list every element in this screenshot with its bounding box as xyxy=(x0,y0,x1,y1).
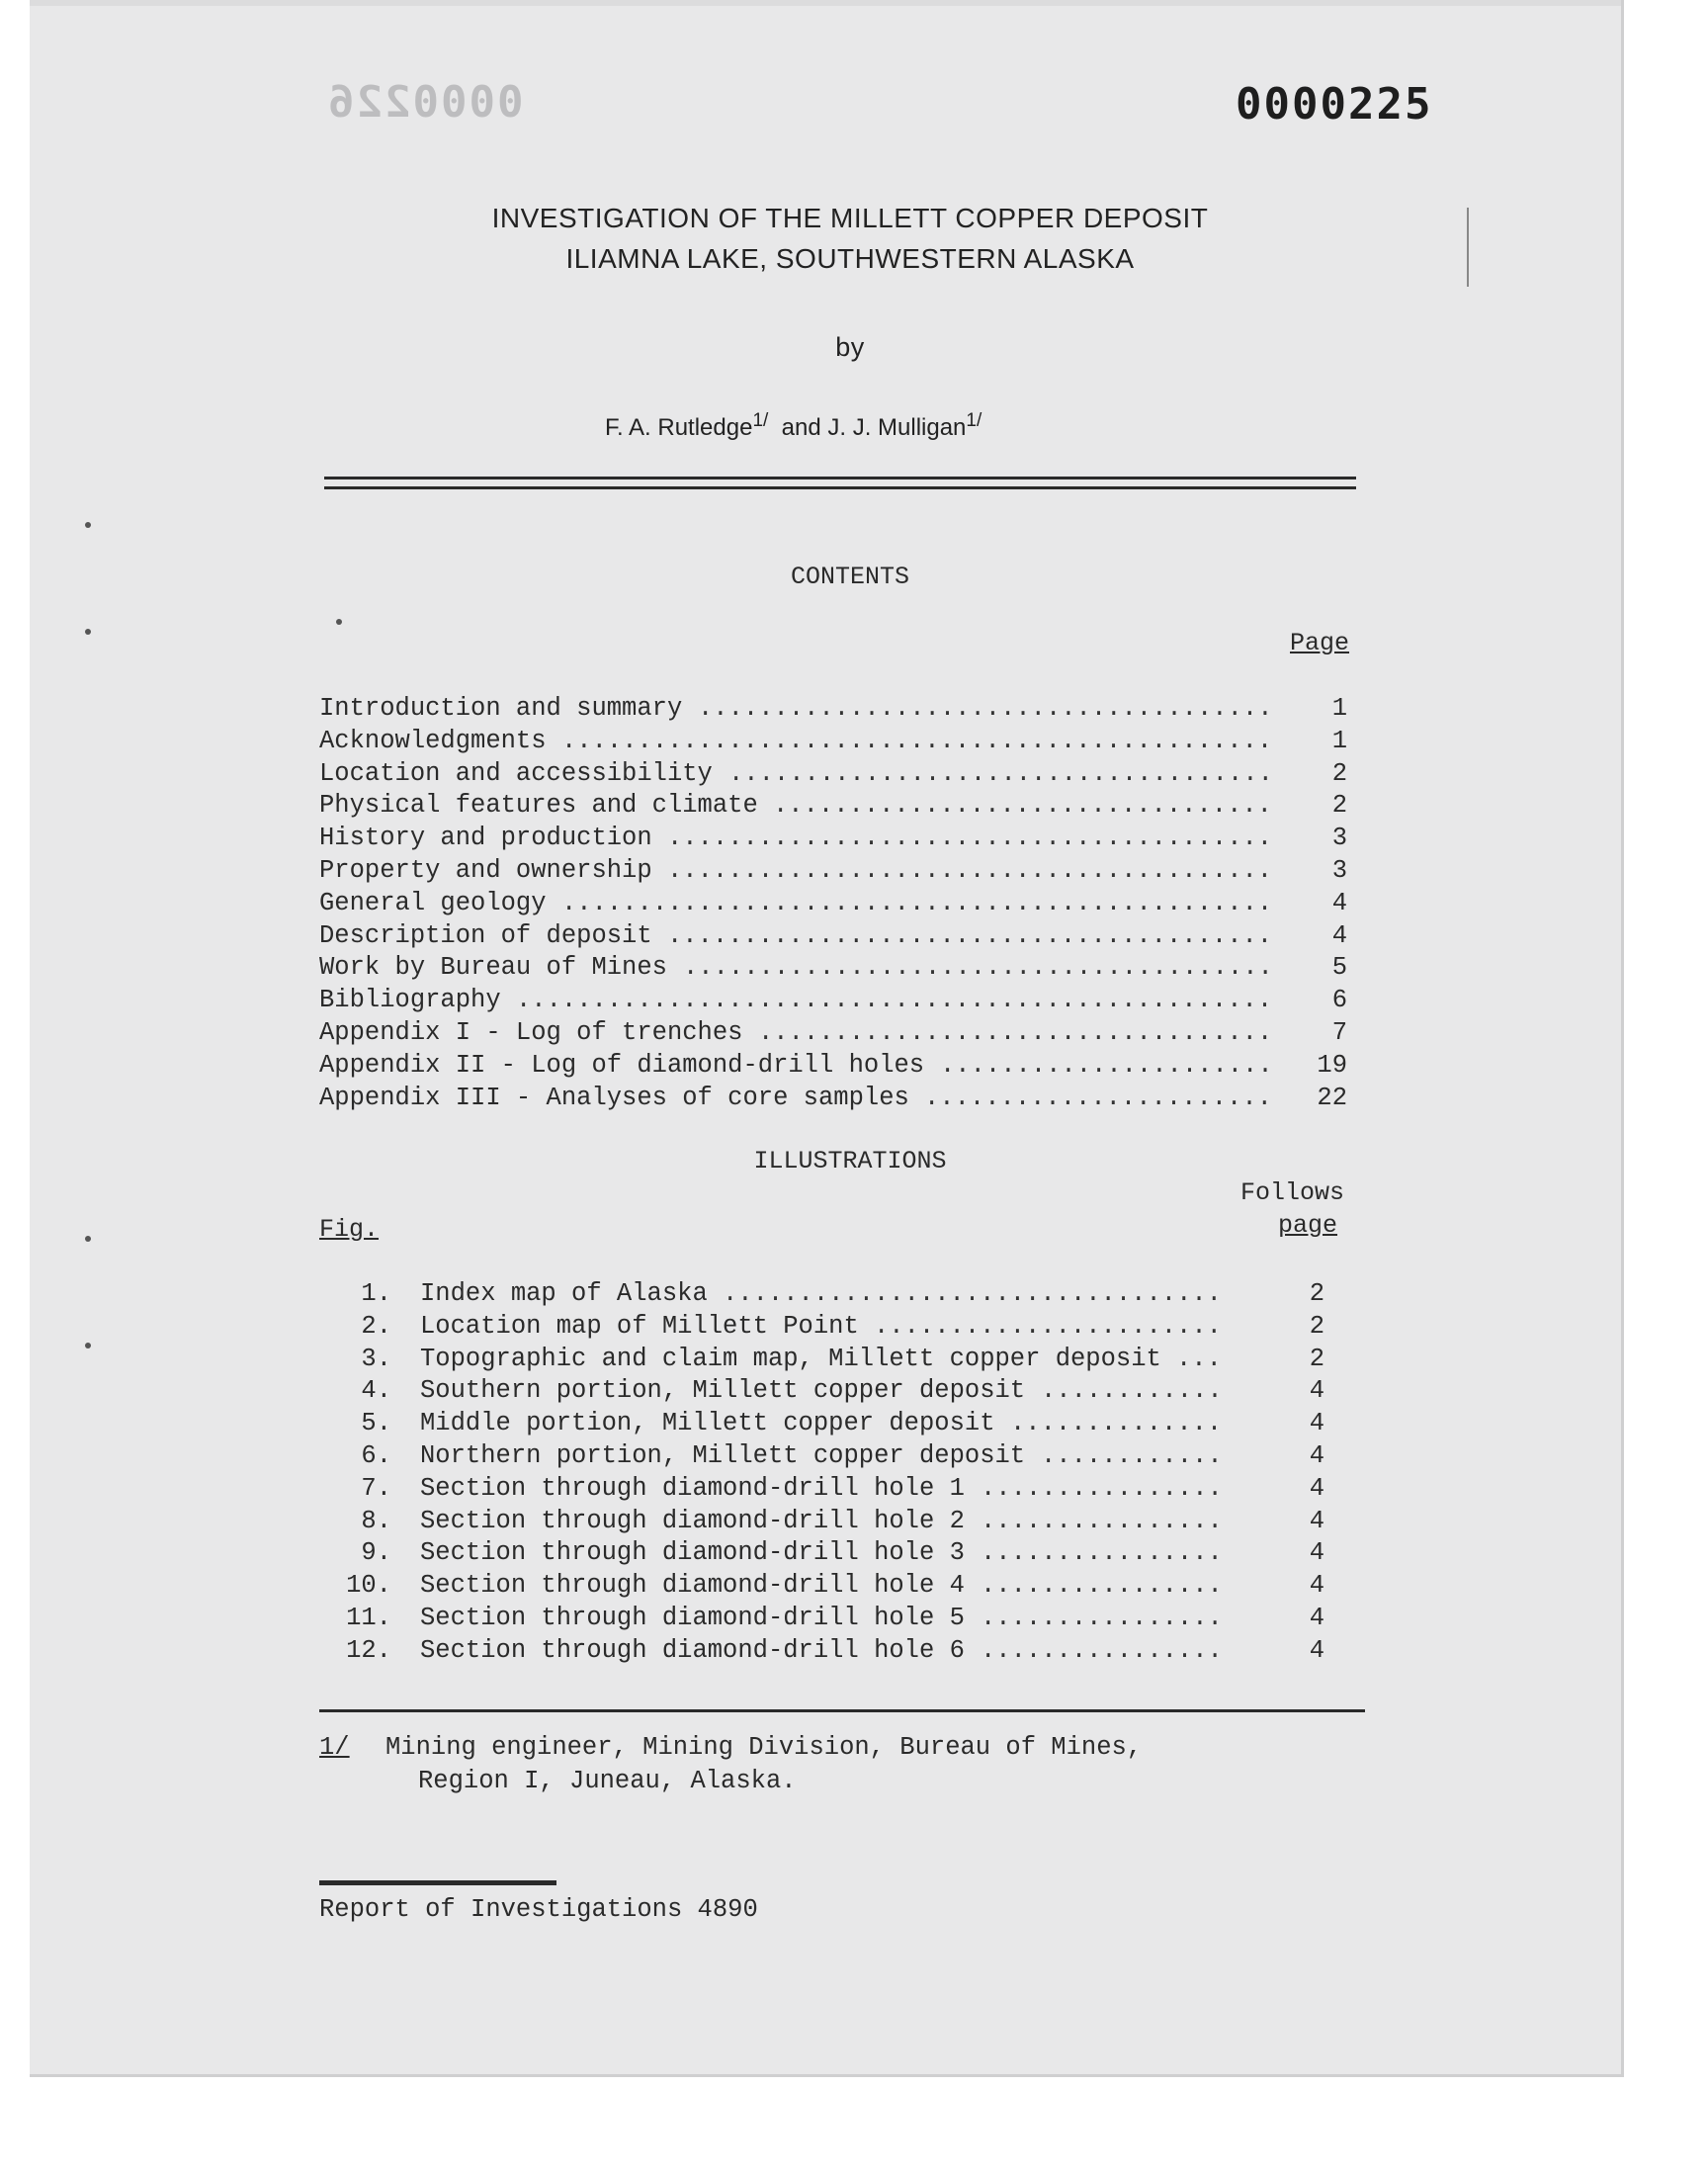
dot-leader: ................................. xyxy=(773,791,1272,821)
title-line-1: INVESTIGATION OF THE MILLETT COPPER DEPOSIT xyxy=(491,203,1209,233)
figure-title: Middle portion, Millett copper deposit xyxy=(420,1409,995,1438)
illustration-row xyxy=(336,1441,1344,1473)
author-1: F. A. Rutledge xyxy=(605,414,753,441)
scan-speck xyxy=(85,629,91,635)
contents-item-title: Bibliography xyxy=(319,986,501,1015)
figure-number: 4. xyxy=(361,1376,391,1406)
figure-title: Location map of Millett Point xyxy=(420,1311,859,1341)
by-line: by xyxy=(835,332,865,362)
figure-title: Topographic and claim map, Millett copper deposit xyxy=(420,1344,1161,1373)
bleed-through-stamp: 0000226 xyxy=(326,77,524,128)
figure-number: 10. xyxy=(346,1571,391,1601)
figure-number: 5. xyxy=(361,1409,391,1438)
dot-leader: ........................................ xyxy=(667,856,1273,885)
figure-number: 1. xyxy=(361,1279,391,1308)
dot-leader: .................................................. xyxy=(516,986,1273,1015)
footnote-ref-2: 1/ xyxy=(966,410,982,431)
contents-item-page: 1 xyxy=(1331,694,1347,723)
illustrations-heading: ILLUSTRATIONS xyxy=(753,1147,947,1175)
contents-row xyxy=(319,1018,1347,1050)
scan-speck xyxy=(336,619,342,625)
figure-title: Section through diamond-drill hole 6 xyxy=(420,1635,965,1665)
report-number: Report of Investigations 4890 xyxy=(319,1895,758,1924)
figure-follows-page: 4 xyxy=(1309,1441,1324,1470)
figure-number: 9. xyxy=(361,1538,391,1568)
contents-row xyxy=(319,1084,1347,1115)
contents-item-page: 3 xyxy=(1331,824,1347,853)
dot-leader: ................ xyxy=(981,1506,1223,1535)
contents-page-label: Page xyxy=(1290,629,1350,657)
dot-leader: .................................. xyxy=(758,1018,1273,1047)
footnote-ref-1: 1/ xyxy=(752,410,769,431)
figure-follows-page: 4 xyxy=(1309,1506,1324,1535)
illustration-row xyxy=(336,1538,1344,1570)
dot-leader: ....................... xyxy=(874,1311,1222,1341)
report-rule xyxy=(319,1880,556,1885)
dot-leader: ................ xyxy=(981,1538,1223,1568)
contents-row xyxy=(319,953,1347,985)
figure-number: 2. xyxy=(361,1311,391,1341)
contents-row xyxy=(319,791,1347,823)
figure-number: 11. xyxy=(346,1604,391,1632)
illustration-row xyxy=(336,1279,1344,1311)
dot-leader: ................ xyxy=(981,1473,1223,1503)
contents-row xyxy=(319,1051,1347,1083)
footnote-mark: 1/ xyxy=(319,1733,350,1762)
contents-row xyxy=(319,986,1347,1017)
illustration-row xyxy=(336,1376,1344,1408)
figure-follows-page: 4 xyxy=(1309,1538,1324,1568)
figure-title: Northern portion, Millett copper deposit xyxy=(420,1441,1026,1470)
contents-item-title: Description of deposit xyxy=(319,920,652,950)
figure-follows-page: 2 xyxy=(1309,1344,1324,1373)
contents-item-title: Location and accessibility xyxy=(319,758,713,788)
contents-item-page: 4 xyxy=(1331,920,1347,950)
figure-follows-page: 2 xyxy=(1309,1311,1324,1341)
title-double-rule xyxy=(324,477,1356,489)
dot-leader: ............ xyxy=(1041,1441,1223,1470)
figure-follows-page: 4 xyxy=(1309,1376,1324,1406)
dot-leader: ............................................... xyxy=(561,726,1273,755)
contents-row xyxy=(319,694,1347,726)
figure-follows-page: 4 xyxy=(1309,1473,1324,1503)
dot-leader: ....................................... xyxy=(683,953,1273,983)
dot-leader: .............. xyxy=(1010,1409,1223,1438)
illustration-row xyxy=(336,1604,1344,1635)
contents-item-page: 2 xyxy=(1331,791,1347,821)
contents-item-title: Appendix I - Log of trenches xyxy=(319,1018,743,1047)
figure-title: Section through diamond-drill hole 2 xyxy=(420,1506,965,1535)
contents-heading: CONTENTS xyxy=(790,563,910,591)
footnote-line-1: Mining engineer, Mining Division, Bureau of Mines, xyxy=(385,1733,1143,1762)
figure-follows-page: 2 xyxy=(1309,1279,1324,1308)
contents-item-title: Appendix II - Log of diamond-drill holes xyxy=(319,1050,925,1080)
illustration-row xyxy=(336,1474,1344,1506)
contents-row xyxy=(319,889,1347,920)
figure-number: 7. xyxy=(361,1473,391,1503)
dot-leader: ....................... xyxy=(924,1083,1272,1112)
contents-item-page: 1 xyxy=(1331,726,1347,755)
figure-title: Section through diamond-drill hole 5 xyxy=(420,1604,965,1632)
contents-row xyxy=(319,759,1347,791)
figure-follows-page: 4 xyxy=(1309,1571,1324,1601)
contents-item-title: General geology xyxy=(319,888,547,917)
dot-leader: ........................................ xyxy=(667,920,1273,950)
follows-page-label: page xyxy=(1278,1211,1338,1240)
figure-number: 3. xyxy=(361,1344,391,1373)
contents-item-page: 6 xyxy=(1331,986,1347,1015)
figure-number: 6. xyxy=(361,1441,391,1470)
dot-leader: .................................... xyxy=(728,758,1273,788)
fig-label: Fig. xyxy=(319,1215,380,1244)
contents-row xyxy=(319,921,1347,953)
contents-item-title: Physical features and climate xyxy=(319,791,758,821)
figure-title: Index map of Alaska xyxy=(420,1279,708,1308)
illustration-row xyxy=(336,1345,1344,1376)
authors-line xyxy=(605,410,982,442)
figure-follows-page: 4 xyxy=(1309,1409,1324,1438)
scan-speck xyxy=(85,1236,91,1242)
figure-number: 12. xyxy=(346,1635,391,1665)
contents-item-title: Acknowledgments xyxy=(319,726,547,755)
dot-leader: ... xyxy=(1176,1344,1222,1373)
document-number-stamp: 0000225 xyxy=(1236,79,1433,130)
contents-row xyxy=(319,856,1347,888)
contents-item-page: 5 xyxy=(1331,953,1347,983)
illustration-row xyxy=(336,1571,1344,1603)
dot-leader: ............................................... xyxy=(561,888,1273,917)
contents-item-page: 19 xyxy=(1317,1050,1347,1080)
dot-leader: ................................. xyxy=(723,1279,1222,1308)
figure-title: Section through diamond-drill hole 1 xyxy=(420,1473,965,1503)
title-line-2: ILIAMNA LAKE, SOUTHWESTERN ALASKA xyxy=(565,243,1135,274)
contents-item-page: 2 xyxy=(1331,758,1347,788)
author-2: and J. J. Mulligan xyxy=(781,414,967,441)
contents-row xyxy=(319,727,1347,758)
contents-item-page: 7 xyxy=(1331,1018,1347,1047)
contents-item-title: Introduction and summary xyxy=(319,694,683,723)
footnote-line-2: Region I, Juneau, Alaska. xyxy=(418,1767,797,1795)
figure-title: Section through diamond-drill hole 4 xyxy=(420,1571,965,1601)
dot-leader: ................ xyxy=(981,1571,1223,1601)
dot-leader: ........................................ xyxy=(667,824,1273,853)
scan-speck xyxy=(85,1343,91,1348)
contents-item-page: 4 xyxy=(1331,888,1347,917)
contents-row xyxy=(319,824,1347,855)
illustration-row xyxy=(336,1312,1344,1344)
figure-follows-page: 4 xyxy=(1309,1604,1324,1632)
illustration-row xyxy=(336,1636,1344,1668)
page-edge xyxy=(30,0,1621,6)
dot-leader: ................ xyxy=(981,1635,1223,1665)
figure-number: 8. xyxy=(361,1506,391,1535)
contents-item-title: Property and ownership xyxy=(319,856,652,885)
contents-item-page: 3 xyxy=(1331,856,1347,885)
contents-item-page: 22 xyxy=(1317,1083,1347,1112)
illustration-row xyxy=(336,1409,1344,1440)
contents-item-title: Appendix III - Analyses of core samples xyxy=(319,1083,909,1112)
contents-item-title: Work by Bureau of Mines xyxy=(319,953,667,983)
scan-speck xyxy=(85,522,91,528)
contents-item-title: History and production xyxy=(319,824,652,853)
footnote-rule xyxy=(319,1709,1365,1712)
figure-title: Southern portion, Millett copper deposit xyxy=(420,1376,1026,1406)
dot-leader: ...................... xyxy=(940,1050,1273,1080)
follows-label: Follows xyxy=(1240,1178,1345,1207)
illustration-row xyxy=(336,1507,1344,1538)
dot-leader: ............ xyxy=(1041,1376,1223,1406)
figure-follows-page: 4 xyxy=(1309,1635,1324,1665)
dot-leader: ...................................... xyxy=(698,694,1273,723)
dot-leader: ................ xyxy=(981,1604,1223,1632)
figure-title: Section through diamond-drill hole 3 xyxy=(420,1538,965,1568)
